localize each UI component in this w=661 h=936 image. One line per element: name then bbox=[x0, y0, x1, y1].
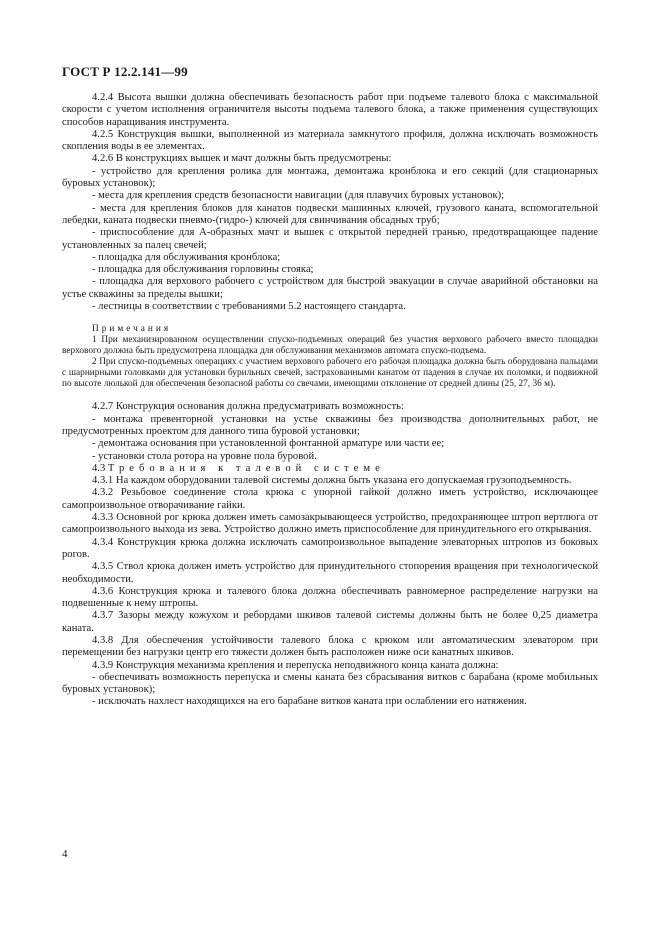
paragraph-4-3-9: 4.3.9 Конструкция механизма крепления и перепуска неподвижного конца каната должна: bbox=[92, 659, 499, 671]
list-item: - демонтажа основания при установленной фонтанной арматуре или части ее; bbox=[92, 438, 445, 450]
paragraph-4-2-4: 4.2.4 Высота вышки должна обеспечивать безопасность работ при подъеме талевого блока с максимальной скорости с учетом исполнения ограничителя высоты подъема талевого блока, а также применения существующих способов наращивания инструмента. bbox=[62, 92, 598, 128]
notes-title: Примечания bbox=[92, 324, 172, 335]
list-item: - места для крепления блоков для канатов подвески машинных ключей, грузового каната, вспомогательной лебедки, каната подвески пневмо-(гидро-) ключей для свинчивания обсадных труб; bbox=[62, 202, 598, 226]
list-item: - исключать нахлест находящихся на его барабане витков каната при ослаблении его натяжения. bbox=[92, 696, 527, 708]
section-number: 4.3 bbox=[92, 462, 106, 474]
paragraph-4-3-1: 4.3.1 На каждом оборудовании талевой системы должна быть указана его допускаемая грузоподъемность. bbox=[92, 475, 572, 487]
document-body bbox=[62, 92, 598, 709]
section-title: Требования к талевой системе bbox=[107, 462, 385, 474]
list-item: - установки стола ротора на уровне пола буровой. bbox=[92, 450, 317, 462]
list-item: - монтажа превенторной установки на устье скважины без производства дополнительных работ, не предусмотренных проектом для данного типа буровой установки; bbox=[62, 413, 598, 437]
page-number: 4 bbox=[62, 848, 68, 860]
list-item: - приспособление для А-образных мачт и вышек с открытой передней гранью, предотвращающее падение установленных за палец свечей; bbox=[62, 227, 598, 251]
paragraph-4-3-3: 4.3.3 Основной рог крюка должен иметь самозакрывающееся устройство, предохраняющее штроп вертлюга от самопроизвольного выхода из зева. Устройство должно иметь приспособление для принудительного его открывания. bbox=[62, 512, 598, 536]
paragraph-4-3-4: 4.3.4 Конструкция крюка должна исключать самопроизвольное выпадение элеваторных штропов из боковых рогов. bbox=[62, 536, 598, 560]
note-item: 2 При спуско-подъемных операциях с участием верхового рабочего его рабочая площадка должна быть оборудована пальцами с шарнирными головками для установки бурильных свечей, застрахованными канатом от падения в случае их поломки, и подвижной по высоте люлькой для обеспечения безопасной работы со свечами, имеющими отклонение от средней длины (25, 27, 36 м). bbox=[62, 357, 598, 390]
list-item: - площадка для обслуживания горловины стояка; bbox=[92, 264, 314, 276]
list-item: - лестницы в соответствии с требованиями 5.2 настоящего стандарта. bbox=[92, 301, 406, 313]
paragraph-4-3-8: 4.3.8 Для обеспечения устойчивости талевого блока с крюком или автоматическим элеватором при перемещении без нагрузки центр его тяжести должен быть расположен ниже оси канатных шкивов. bbox=[62, 634, 598, 659]
list-item: - площадка для обслуживания кронблока; bbox=[92, 251, 281, 263]
section-heading-4-3 bbox=[62, 463, 598, 475]
paragraph-4-3-2: 4.3.2 Резьбовое соединение стола крюка с упорной гайкой должно иметь устройство, исключающее самопроизвольное отворачивание гайки. bbox=[62, 487, 598, 511]
list-item: - обеспечивать возможность перепуска и смены каната без сбрасывания витков с барабана (кроме мобильных буровых установок); bbox=[62, 671, 598, 696]
paragraph-4-3-5: 4.3.5 Ствол крюка должен иметь устройство для принудительного стопорения вращения при технологической необходимости. bbox=[62, 561, 598, 585]
paragraph-4-2-7: 4.2.7 Конструкция основания должна предусматривать возможность: bbox=[92, 401, 404, 413]
note-item: 1 При механизированном осуществлении спуско-подъемных операций без участия верхового рабочего вместо площадки верхового должна быть предусмотрена площадка для обслуживания механизмов автомата спуско-подъема. bbox=[62, 335, 598, 357]
list-item: - площадка для верхового рабочего с устройством для быстрой эвакуации в случае аварийной обстановки на устье скважины за пределы вышки; bbox=[62, 276, 598, 300]
standard-header: ГОСТ Р 12.2.141—99 bbox=[62, 64, 188, 79]
paragraph-4-3-7: 4.3.7 Зазоры между кожухом и ребордами шкивов талевой системы должны быть не более 0,25 диаметра каната. bbox=[62, 610, 598, 634]
paragraph-4-2-6: 4.2.6 В конструкциях вышек и мачт должны быть предусмотрены: bbox=[92, 153, 392, 165]
list-item: - места для крепления средств безопасности навигации (для плавучих буровых установок); bbox=[92, 190, 505, 202]
paragraph-4-2-5: 4.2.5 Конструкция вышки, выполненной из материала замкнутого профиля, должна исключать возможность скопления воды в ее элементах. bbox=[62, 128, 598, 153]
paragraph-4-3-6: 4.3.6 Конструкция крюка и талевого блока должна обеспечивать равномерное распределение нагрузки на подвешенные к нему штропы. bbox=[62, 585, 598, 610]
list-item: - устройство для крепления ролика для монтажа, демонтажа кронблока и его секций (для стационарных буровых установок); bbox=[62, 165, 598, 190]
